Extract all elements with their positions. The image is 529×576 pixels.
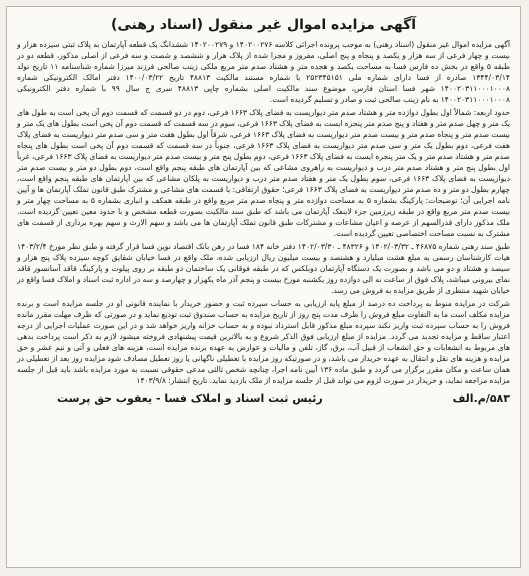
auction-notice	[6, 6, 521, 568]
notice-footer	[17, 392, 510, 405]
notice-signature: رئیس ثبت اسناد و املاک فسا - یعقوب حق پرست	[57, 392, 323, 405]
notice-paragraph-mortgage: طبق سند رهنی شماره ۴۶۸۷۵ ـ ۱۴۰۲/۰۳/۳۲ و ۴۸۳۲۶ ـ ۱۴۰۲/۰۳/۳۰ دفتر خانه ۱۸۴ فسا در رهن بانک اقتصاد نوین فسا قرار گرفته و طبق نظر مورخ ۱۴۰۳/۲/۴ هیات کارشناسان رسمی به مبلغ هشت میلیارد و هشتصد و بیست میلیون ریال ارزیابی شده، ملک واقع در فسا خیابان شقایق کوچه سیزده پلاک پنج هزار و سیصد و هشتاد و دو می باشد و بصورت یک دستگاه آپارتمان دوبلکس که در طبقه فوقانی یک ساختمان دو طبقه بر روی پیلوت و پارکینگ قاقد آسانسور قاقد نمای بیرونی میباشد، پلاک فوق از ساعت نه الی دوازده روز یکشنبه مورخ بیست و پنجم آذر ماه یکهزار و چهارصد و سه در اداره ثبت اسناد و املاک فسا واقع در خیابان شهید منتظری از طریق مزایده به فروش می رسد.	[17, 242, 511, 295]
notice-code: ۵۸۳/م.الف	[452, 392, 510, 405]
notice-paragraph-terms: شرکت در مزایده منوط به پرداخت ده درصد از مبلغ پایه ارزیابی به حساب سپرده ثبت و حضور خریدار با نماینده قانونی او در جلسه مزایده است و برنده مزایده مکلف است ما به التفاوت مبلغ فروش را ظرف مدت پنج روز از تاریخ مزایده به حساب صندوق ثبت تودیع نماید و در صورتی که ظرف مهلت مقرر مانده فروش را به حساب سپرده ثبت واریز نکند سپرده مبلغ مذکور قابل استرداد نبوده و به حساب خزانه واریز خواهد شد و در این صورت عملیات اجرایی از درجه اعتبار ساقط و مزایده تجدید می گردد. مزایده از مبلغ ارزیابی فوق الذکر شروع و به بالاترین قیمت پیشنهادی فروخته میشود لازم به ذکر است پرداخت بدهی های مربوط به انشعابات و حق انشعاب از قبیل آب، برق، گاز، تلفن و مالیات و عوارض به عهده برنده مزایده است، هزینه های فعلی و آتی و نیم عشر و حق مزایده و هزینه های نقل و انتقال به عهده خریدار می باشد، و در صورتیکه روز مزایده با تعطیلی ناگهانی یا روز تعطیل مصادف شود مزایده روز بعد از تعطیلی در همان ساعت و مکان مقرر برگزار می گردد و طبق ماده ۱۳۶ آیین نامه اجرا، چنانچه شخص ثالثی مدعی حقوقی نسبت به مورد مزایده باشد باید قبل از جلسه مزایده مراجعه نماید، و خریدار در صورت لزوم می تواند قبل از جلسه مزایده از ملک بازدید نماید. تاریخ انتشار: ۱۴۰۳/۹/۸	[17, 299, 510, 385]
notice-paragraph-boundaries: حدود اربعه: شمالاً اول بطول دوازده متر و هشتاد صدم متر دیواریست به فضای پلاک ۱۶۶۳ فرعی، دوم در دو قسمت که قسمت دوم آن پخی است به طول های یک متر و چهل صدم متر و هفتاد و پنج صدم متر پنجره ایست به فضای پلاک ۱۶۶۳ فرعی، سوم در سه قسمت که قسمت دوم آن پخی است بطول های یک متر و بیست صدم متر و پنجاه صدم متر و بیست صدم متر دیواریست به فضای پلاک ۱۶۶۳ فرعی، شرقاً اول بطول هفت متر و سی صدم متر دیواریست به فضای پلاک هفت فرعی، دوم بطول یک متر و سی صدم متر دیواریست به فضای پلاک ۱۶۶۳ فرعی، جنوباً در سه قسمت که قسمت دوم آن پخی است بطول های پنجاه صدم متر و هشتاد صدم متر و یک متر پنجره ایست به فضای پلاک ۱۶۶۳ فرعی، دوم بطول پنج متر و بیست صدم متر دیواریست به فضای پلاک ۱۶۶۳ فرعی، غرباً اول بطول پنج متر و هشتاد صدم متر درب و دیواریست به راهروی مشاعی که بین آپارتمان های طبقه پنجم واقع است، دوم بطول دو متر و بیست صدم متر دیواریست به فضای پلاک ۱۶۶۳ فرعی، سوم بطول یک متر و هفتاد صدم متر درب و دیواریست به پلکان مشاعی که بین آپارتمان های طبقه پنجم واقع است، چهارم بطول دو متر و ده صدم متر دیواریست به فضای پلاک ۱۶۶۳ فرعی؛ حقوق ارتفاقی: با قسمت های مشاعی و مشترک طبق قانون تملک آپارتمان ها و آیین نامه اجرایی آن؛ توضیحات: پارکینگ بشماره ۵ به مساحت دوازده متر و پنجاه صدم متر مربع واقع در طبقه همکف و انباری بشماره ۵ به مساحت چهار متر و بیست صدم متر مربع واقع در طبقه زیرزمین جزء لاینفک آپارتمان می باشد که طبق سند مالکیت بصورت قطعه مشخص و با حدود معین تعیین گردیده است. ملک مذکور دارای قدرالسهم از عرصه و اعیان مشاعات و مشترکات طبق قانون تملک آپارتمان ها می باشد و سهم الارث و سهم بهره برداری از قسمت های مشترک به نسبت مساحت اختصاصی تعیین گردیده است.	[17, 108, 511, 238]
notice-paragraph-property: آگهی مزایده اموال غیر منقول (اسناد رهنی) به موجب پرونده اجرائی کلاسه ۱۴۰۲۰۰۲۷۶ و ۱۴۰۲۰۰۲۷۹ ششدانگ یک قطعه آپارتمان به پلاک ثبتی سیزده هزار و بیست و چهار فرعی از سه هزار و یکصد و پنجاه و پنج اصلی، مفروز و مجزا شده از پلاک هزار و ششصد و شصت و سه فرعی از اصلی مذکور، قطعه دو در طبقه ۵ واقع در بخش ده فارس فسا به مساحت یکصد و هجده متر و هشتاد صدم متر مربع ملکی زینب صالحی فرزند میرزا شماره شناسنامه ۱۱ تاریخ تولد ۱۳۴۴/۰۳/۱۴ صادره از فسا دارای شماره ملی ۲۵۲۳۴۵۱۵۱ با شماره مستند مالکیت ۴۸۸۱۳ تاریخ ۱۴۰۰/۰۳/۲۲ دفتر امالک الکترونیکی شماره ۱۴۰۰۲۰۳۱۱۰۰۰۱۰۰۰۸ شهر فسا استان فارس، موضوع سند مالکیت اصلی بشماره چاپی ۴۸۸۱۳ سری ج سال ۹۹ با شماره دفتر الکترونیکی ۱۴۰۰۲۰۳۱۱۰۰۰۱۰۰۰۸ به نام زینب صالحی ثبت و صادر و تسلیم گردیده است.	[17, 40, 511, 104]
notice-title: آگهی مزایده اموال غیر منقول (اسناد رهنی)	[110, 17, 417, 33]
